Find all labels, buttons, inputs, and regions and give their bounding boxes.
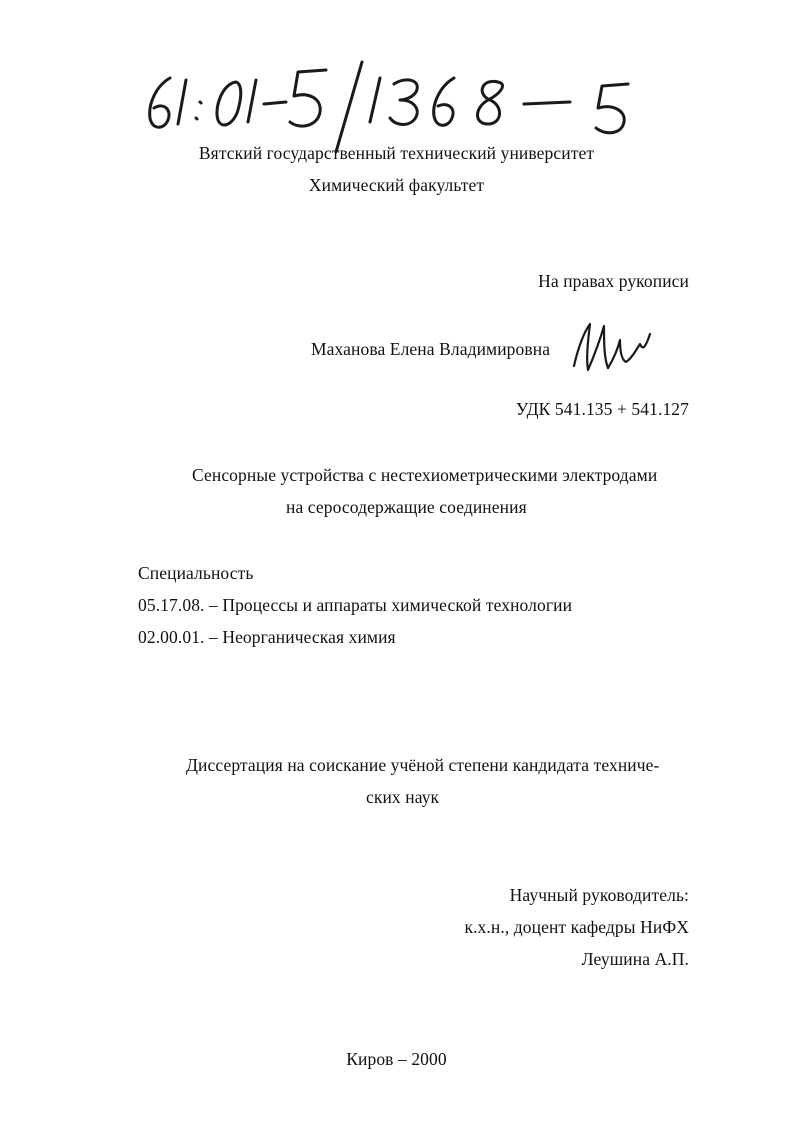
university-name: Вятский государственный технический университет [198,143,595,163]
specialty-item: 02.00.01. – Неорганическая химия [138,627,396,647]
supervisor-label: Научный руководитель: [509,885,689,905]
dissertation-degree-line-2: ских наук [366,787,440,807]
faculty-name: Химический факультет [308,175,485,195]
manuscript-note: На правах рукописи [538,271,689,291]
udc-code: УДК 541.135 + 541.127 [515,399,689,419]
specialty-heading: Специальность [138,563,254,583]
thesis-title-line-2: на серосодержащие соединения [286,497,527,517]
supervisor-name: Леушина А.П. [581,949,689,969]
author-signature [566,318,656,378]
dissertation-degree-line-1: Диссертация на соискание учёной степени кандидата техниче- [186,755,660,775]
thesis-title-line-1: Сенсорные устройства с нестехиометрическими электродами [192,465,658,485]
city-year: Киров – 2000 [346,1049,447,1069]
supervisor-position: к.х.н., доцент кафедры НиФХ [464,917,689,937]
specialty-item: 05.17.08. – Процессы и аппараты химической технологии [138,595,573,615]
author-name: Маханова Елена Владимировна [311,339,551,359]
handwritten-archive-number [130,56,660,156]
